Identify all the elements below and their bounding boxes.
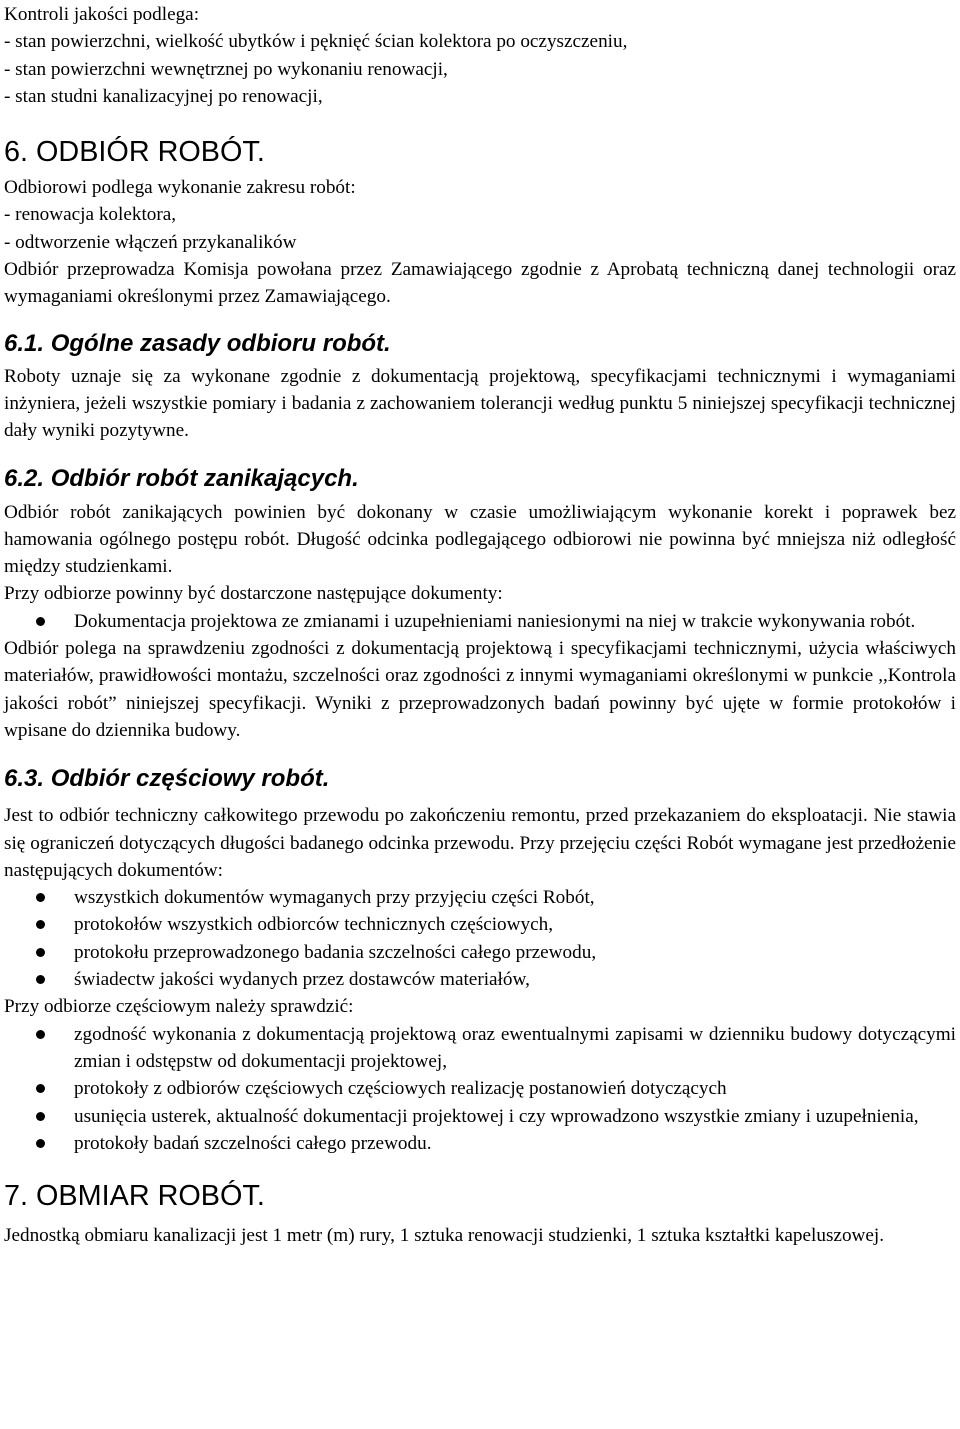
- section-6-3-docs-list: [4, 884, 956, 993]
- bullet-icon: [36, 975, 45, 984]
- section-6-3-heading: 6.3. Odbiór częściowy robót.: [4, 765, 330, 793]
- bullet-icon: [36, 1084, 45, 1093]
- bullet-icon: [36, 1112, 45, 1121]
- list-item: wszystkich dokumentów wymaganych przy przyjęciu części Robót,: [4, 884, 956, 911]
- bullet-icon: [36, 1139, 45, 1148]
- list-item: zgodność wykonania z dokumentacją projektową oraz ewentualnymi zapisami w dzienniku budowy dotyczącymi zmian i odstępstw od dokumentacji projektowej,: [4, 1021, 956, 1076]
- section-7-heading: 7. OBMIAR ROBÓT.: [4, 1180, 265, 1213]
- section-6-item: - renowacja kolektora,: [4, 204, 177, 226]
- quality-control-intro: Kontroli jakości podlega:: [4, 4, 200, 25]
- section-6-2-docs-list: [4, 608, 956, 635]
- quality-control-block: [4, 0, 956, 110]
- section-6-item: - odtworzenie włączeń przykanalików: [4, 231, 297, 253]
- section-6-2-heading: 6.2. Odbiór robót zanikających.: [4, 464, 359, 492]
- section-6-1-heading: 6.1. Ogólne zasady odbioru robót.: [4, 329, 391, 357]
- quality-control-item: - stan studni kanalizacyjnej po renowacji,: [4, 85, 323, 107]
- list-item: protokołu przeprowadzonego badania szczelności całego przewodu,: [4, 939, 956, 966]
- bullet-icon: [36, 893, 45, 902]
- section-6-3-checks-list: [4, 1021, 956, 1157]
- list-item: usunięcia usterek, aktualność dokumentacji projektowej i czy wprowadzono wszystkie zmiany i uzupełnienia,: [4, 1103, 956, 1130]
- section-6-3-paragraph: Jest to odbiór techniczny całkowitego przewodu po zakończeniu remontu, przed przekazaniem do eksploatacji. Nie stawia się ograniczeń dotyczących długości badanego odcinka przewodu. Przy przejęciu części Robót wymagane jest przedłożenie następujących dokumentów:: [4, 805, 956, 881]
- section-6-paragraph: Odbiór przeprowadza Komisja powołana przez Zamawiającego zgodnie z Aprobatą techniczną danej technologii oraz wymaganiami określonymi przez Zamawiającego.: [4, 259, 956, 308]
- section-6-heading: 6. ODBIÓR ROBÓT.: [4, 136, 265, 169]
- list-item: protokoły badań szczelności całego przewodu.: [4, 1130, 956, 1157]
- bullet-icon: [36, 948, 45, 957]
- section-6-2-docs-intro: Przy odbiorze powinny być dostarczone następujące dokumenty:: [4, 583, 503, 605]
- list-item: protokoły z odbiorów częściowych częściowych realizację postanowień dotyczących: [4, 1075, 956, 1102]
- section-6-2-paragraph-2: Odbiór polega na sprawdzeniu zgodności z dokumentacją projektową i specyfikacjami technicznymi, użycia właściwych materiałów, prawidłowości montażu, szczelności oraz zgodności z innymi wymaganiami określonymi w punkcie ,,Kontrola jakości robót” niniejszej specyfikacji. Wyniki z przeprowadzonych badań powinny być ujęte w formie protokołów i wpisane do dziennika budowy.: [4, 638, 956, 741]
- section-6-body: [4, 174, 956, 310]
- section-7-paragraph: Jednostką obmiaru kanalizacji jest 1 metr (m) rury, 1 sztuka renowacji studzienki, 1 sztuka kształtki kapeluszowej.: [4, 1225, 885, 1247]
- list-item: świadectw jakości wydanych przez dostawców materiałów,: [4, 966, 956, 993]
- section-6-intro: Odbiorowi podlega wykonanie zakresu robót:: [4, 177, 356, 199]
- quality-control-item: - stan powierzchni, wielkość ubytków i pęknięć ścian kolektora po oczyszczeniu,: [4, 31, 628, 53]
- bullet-icon: [36, 920, 45, 929]
- section-6-1-paragraph: Roboty uznaje się za wykonane zgodnie z dokumentacją projektową, specyfikacjami technicznymi i wymaganiami inżyniera, jeżeli wszystkie pomiary i badania z zachowaniem tolerancji według punktu 5 niniejszej specyfikacji technicznej dały wyniki pozytywne.: [4, 365, 956, 442]
- bullet-icon: [36, 1030, 45, 1039]
- section-6-3-checks-intro: Przy odbiorze częściowym należy sprawdzić:: [4, 996, 354, 1018]
- list-item: protokołów wszystkich odbiorców technicznych częściowych,: [4, 911, 956, 938]
- bullet-icon: [36, 617, 45, 626]
- section-6-2-paragraph-1: Odbiór robót zanikających powinien być dokonany w czasie umożliwiającym wykonanie korekt i poprawek bez hamowania ogólnego postępu robót. Długość odcinka podlegającego odbiorowi nie powinna być mniejsza niż odległość między studzienkami.: [4, 501, 956, 578]
- quality-control-item: - stan powierzchni wewnętrznej po wykonaniu renowacji,: [4, 58, 448, 80]
- list-item: Dokumentacja projektowa ze zmianami i uzupełnieniami naniesionymi na niej w trakcie wykonywania robót.: [4, 608, 956, 635]
